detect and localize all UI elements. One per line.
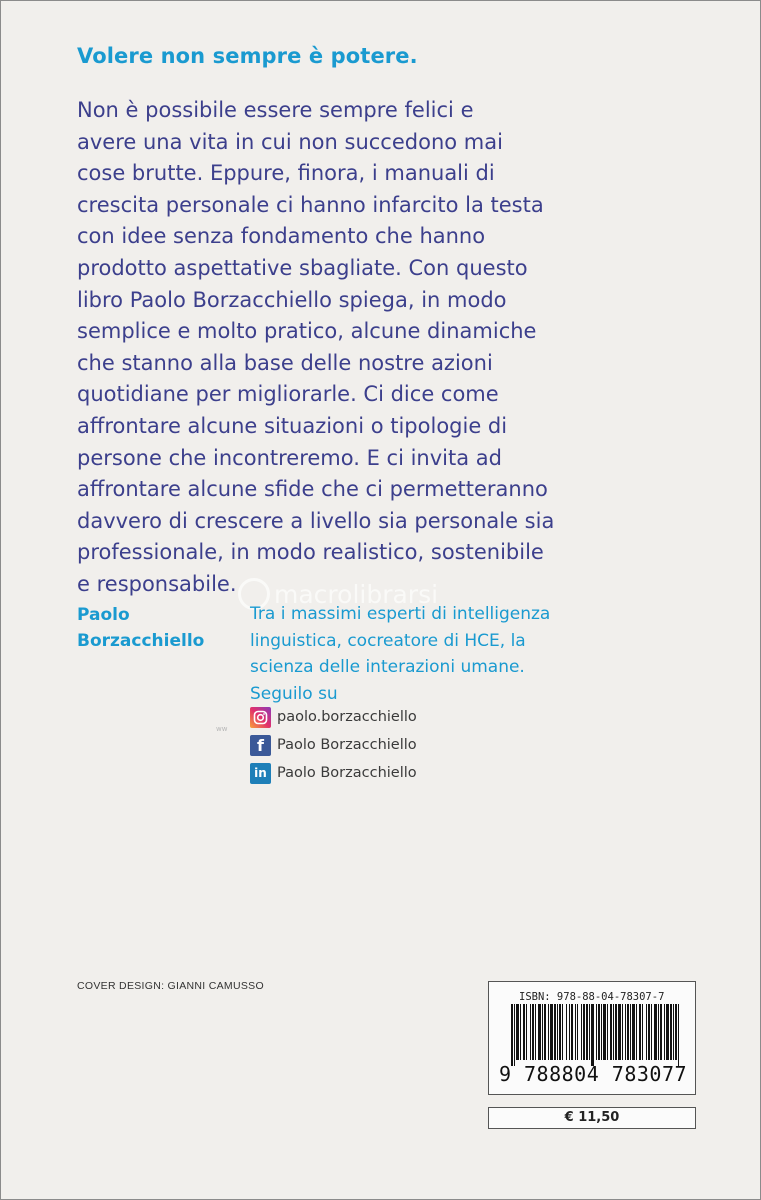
author-bio-line: Tra i massimi esperti di intelligenza — [250, 604, 551, 624]
stray-mark: ww — [216, 725, 228, 733]
social-facebook[interactable] — [250, 734, 417, 756]
barcode-bar — [664, 1004, 665, 1060]
author-bio — [250, 601, 650, 707]
barcode-bar — [550, 1004, 553, 1060]
linkedin-icon: in — [250, 763, 271, 784]
barcode-bar — [636, 1004, 637, 1060]
barcode-bar — [581, 1004, 582, 1060]
barcode-bar — [586, 1004, 588, 1060]
headline: Volere non sempre è potere. — [77, 44, 418, 68]
barcode-bar — [577, 1004, 578, 1060]
barcode-bar — [544, 1004, 546, 1060]
barcode-bar — [559, 1004, 561, 1060]
barcode-bar — [566, 1004, 567, 1060]
barcode-bar — [646, 1004, 647, 1060]
barcode-bar — [675, 1004, 677, 1060]
barcode-bar — [575, 1004, 576, 1060]
blurb-line: semplice e molto pratico, alcune dinamiche — [77, 319, 537, 344]
barcode-bar — [654, 1004, 657, 1060]
barcode-bar — [520, 1004, 521, 1060]
barcode-bar — [535, 1004, 536, 1060]
barcode-bar — [613, 1004, 614, 1060]
isbn-label: ISBN: 978-88-04-78307-7 — [519, 991, 665, 1003]
price-box — [488, 1107, 696, 1129]
barcode-bar — [589, 1004, 590, 1060]
barcode-box — [488, 981, 696, 1095]
blurb-paragraph — [77, 95, 677, 601]
barcode-bar — [511, 1004, 513, 1066]
author-bio-line: Seguilo su — [250, 683, 338, 704]
barcode-bar — [673, 1004, 674, 1060]
barcode-bar — [601, 1004, 602, 1060]
blurb-line: Non è possibile essere sempre felici e — [77, 98, 474, 122]
barcode-bar — [666, 1004, 669, 1060]
barcode-bar — [651, 1004, 652, 1060]
barcode-bar — [596, 1004, 597, 1060]
blurb-line: professionale, in modo realistico, sostenibile — [77, 540, 544, 565]
barcode-bar — [603, 1004, 606, 1060]
blurb-line: prodotto aspettative sbagliate. Con questo — [77, 255, 528, 280]
barcode-bar — [658, 1004, 659, 1060]
barcode-bar — [562, 1004, 563, 1060]
barcode-bar — [660, 1004, 662, 1060]
barcode-bar — [530, 1004, 531, 1060]
instagram-icon — [250, 707, 271, 728]
barcode-bar — [670, 1004, 672, 1060]
barcode-bar — [516, 1004, 519, 1060]
author-name-line: Paolo — [77, 605, 130, 625]
barcode-bar — [523, 1004, 525, 1060]
barcode-bar — [542, 1004, 543, 1060]
barcode-bar — [538, 1004, 541, 1060]
blurb-line: e responsabile. — [77, 571, 237, 596]
barcode-digits: 9 788804 783077 — [498, 1062, 688, 1086]
barcode-bar — [642, 1004, 643, 1060]
barcode-bars — [497, 1004, 689, 1066]
social-label: Paolo Borzacchiello — [277, 765, 417, 781]
blurb-line: affrontare alcune sfide che ci permetteranno — [77, 477, 548, 502]
barcode-bar — [639, 1004, 641, 1060]
social-label: Paolo Borzacchiello — [277, 737, 417, 753]
facebook-icon: f — [250, 735, 271, 756]
author-bio-line: linguistica, cocreatore di HCE, la — [250, 630, 526, 651]
barcode-bar — [678, 1004, 679, 1066]
blurb-line: libro Paolo Borzacchiello spiega, in modo — [77, 287, 507, 312]
barcode-bar — [591, 1004, 594, 1066]
blurb-line: avere una vita in cui non succedono mai — [77, 129, 503, 154]
cover-design-credit: COVER DESIGN: GIANNI CAMUSSO — [77, 980, 264, 992]
social-links — [250, 706, 417, 790]
barcode-bar — [557, 1004, 558, 1060]
barcode-bar — [618, 1004, 621, 1060]
barcode-bar — [610, 1004, 612, 1060]
blurb-line: cose brutte. Eppure, finora, i manuali di — [77, 161, 495, 186]
barcode-bar — [583, 1004, 585, 1060]
barcode-bar — [632, 1004, 635, 1060]
author-name — [77, 602, 204, 654]
blurb-line: davvero di crescere a livello sia personale sia — [77, 508, 555, 533]
social-instagram[interactable] — [250, 706, 417, 728]
price: € 11,50 — [564, 1110, 620, 1125]
barcode-bar — [607, 1004, 608, 1060]
barcode-bar — [648, 1004, 650, 1060]
blurb-line: crescita personale ci hanno infarcito la testa — [77, 192, 544, 217]
author-name-line: Borzacchiello — [77, 631, 205, 651]
barcode-bar — [526, 1004, 527, 1060]
blurb-line: con idee senza fondamento che hanno — [77, 224, 486, 249]
barcode-bar — [622, 1004, 623, 1060]
blurb-line: persone che incontreremo. E ci invita ad — [77, 445, 502, 470]
social-label: paolo.borzacchiello — [277, 709, 417, 725]
barcode-bar — [554, 1004, 556, 1060]
barcode-bar — [514, 1004, 515, 1066]
barcode-bar — [625, 1004, 626, 1060]
barcode-bar — [627, 1004, 629, 1060]
barcode-bar — [615, 1004, 617, 1060]
barcode-bar — [630, 1004, 631, 1060]
blurb-line: quotidiane per migliorarle. Ci dice come — [77, 382, 499, 407]
barcode-bar — [548, 1004, 549, 1060]
blurb-line: che stanno alla base delle nostre azioni — [77, 350, 493, 375]
barcode-bar — [569, 1004, 570, 1060]
watermark-text: macrolibrarsi — [274, 579, 439, 609]
author-bio-line: scienza delle interazioni umane. — [250, 657, 525, 677]
blurb-line: affrontare alcune situazioni o tipologie di — [77, 413, 508, 438]
barcode-bar — [598, 1004, 600, 1060]
barcode-bar — [532, 1004, 534, 1060]
barcode-bar — [571, 1004, 573, 1060]
social-linkedin[interactable] — [250, 762, 417, 784]
